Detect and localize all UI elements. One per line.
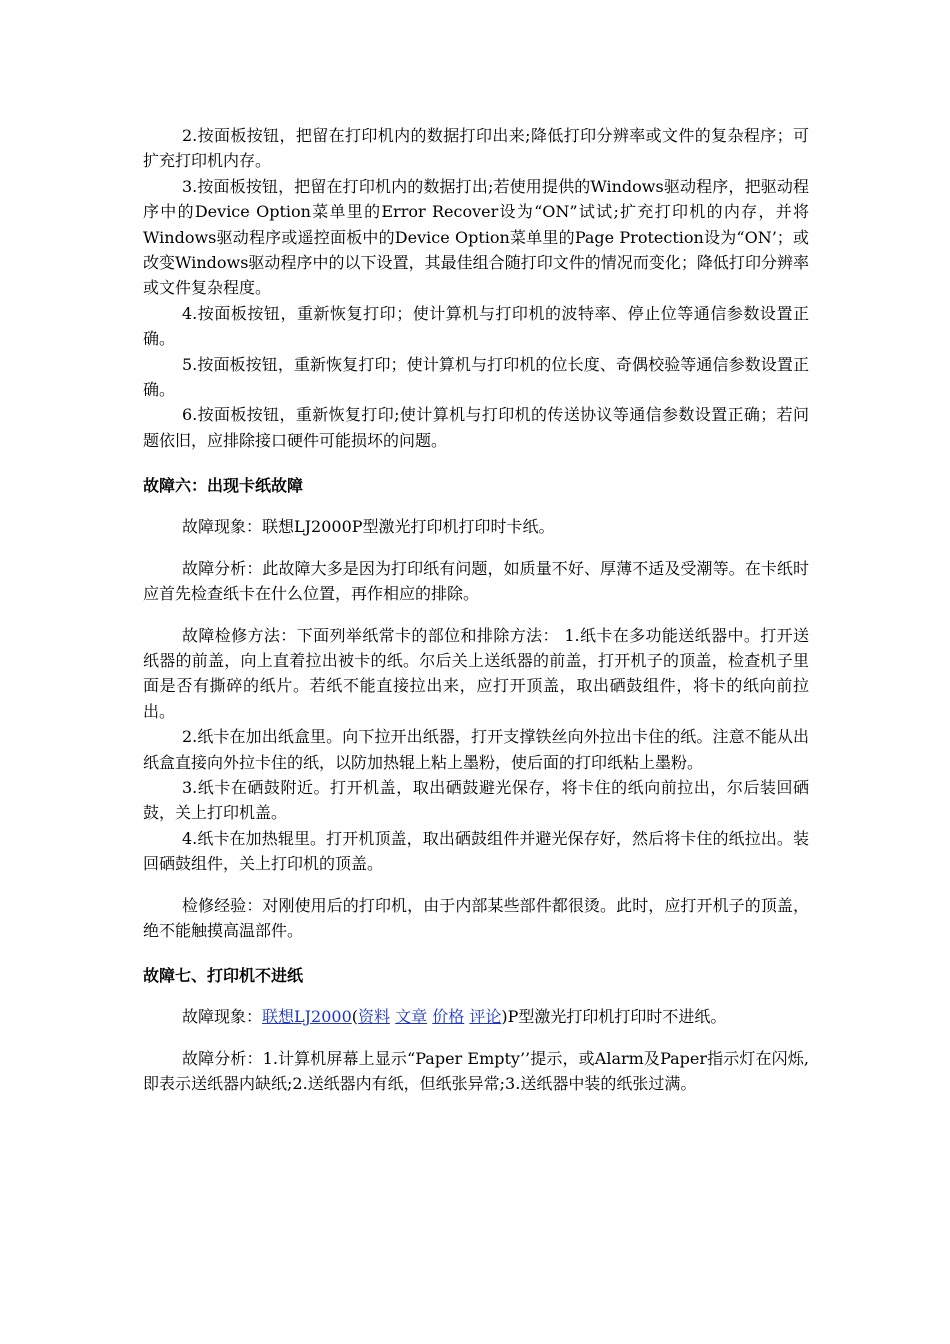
paragraph-item-4: 4.按面板按钮，重新恢复打印；使计算机与打印机的波特率、停止位等通信参数设置正确。 <box>143 303 809 349</box>
phenomenon-suffix: )P型激光打印机打印时不进纸。 <box>501 1007 727 1027</box>
fault6-method: 故障检修方法：下面列举纸常卡的部位和排除方法： 1.纸卡在多功能送纸器中。打开送纸器的前盖，向上直着拉出被卡的纸。尔后关上送纸器的前盖，打开机子的顶盖，检查机子里面是否有撕碎的纸片。若纸不能直接拉出来，应打开顶盖，取出硒鼓组件，将卡的纸向前拉出。 <box>143 625 809 721</box>
fault6-step-4: 4.纸卡在加热辊里。打开机顶盖，取出硒鼓组件并避光保存好，然后将卡住的纸拉出。装回硒鼓组件，关上打印机的顶盖。 <box>143 828 809 874</box>
fault6-step-3: 3.纸卡在硒鼓附近。打开机盖，取出硒鼓避光保存，将卡住的纸向前拉出，尔后装回硒鼓，关上打印机盖。 <box>143 777 809 823</box>
paragraph-item-6: 6.按面板按钮，重新恢复打印;使计算机与打印机的传送协议等通信参数设置正确；若问题依旧，应排除接口硬件可能损坏的问题。 <box>143 405 809 450</box>
link-model[interactable]: 联想LJ2000 <box>262 1007 352 1027</box>
fault6-phenomenon: 故障现象：联想LJ2000P型激光打印机打印时卡纸。 <box>182 517 555 537</box>
fault7-phenomenon <box>143 1004 809 1029</box>
link-info[interactable]: 资料 <box>358 1007 391 1027</box>
paragraph-item-5: 5.按面板按钮，重新恢复打印；使计算机与打印机的位长度、奇偶校验等通信参数设置正确。 <box>143 354 809 400</box>
fault6-step-2: 2.纸卡在加出纸盒里。向下拉开出纸器，打开支撑铁丝向外拉出卡住的纸。注意不能从出纸盒直接向外拉卡住的纸，以防加热辊上粘上墨粉，使后面的打印纸粘上墨粉。 <box>143 727 809 772</box>
link-article[interactable]: 文章 <box>395 1007 428 1027</box>
paren-open: ( <box>351 1007 359 1027</box>
section-heading-fault7: 故障七、打印机不进纸 <box>143 966 304 986</box>
fault6-analysis: 故障分析：此故障大多是因为打印纸有问题，如质量不好、厚薄不适及受潮等。在卡纸时应首先检查纸卡在什么位置，再作相应的排除。 <box>143 558 809 604</box>
link-review[interactable]: 评论 <box>469 1007 502 1027</box>
document-page <box>143 123 809 1097</box>
fault7-analysis: 故障分析：1.计算机屏幕上显示“Paper Empty’’提示，或Alarm及Paper指示灯在闪烁,即表示送纸器内缺纸;2.送纸器内有纸，但纸张异常;3.送纸器中装的纸张过满。 <box>143 1048 809 1094</box>
section-heading-fault6: 故障六：出现卡纸故障 <box>143 476 304 496</box>
phenomenon-prefix: 故障现象： <box>182 1007 263 1027</box>
paragraph-item-2: 2.按面板按钮，把留在打印机内的数据打印出来;降低打印分辨率或文件的复杂程序；可扩充打印机内存。 <box>143 126 809 171</box>
paragraph-item-3: 3.按面板按钮，把留在打印机内的数据打出;若使用提供的Windows驱动程序，把驱动程序中的Device Option菜单里的Error Recover设为“ON”试试;扩充打印机的内存，并将Windows驱动程序或遥控面板中的Device Option菜单里的Page Protection设为“ON’；或改变Windows驱动程序中的以下设置，其最佳组合随打印文件的情况而变化；降低打印分辨率或文件复杂程度。 <box>143 176 809 298</box>
link-price[interactable]: 价格 <box>432 1007 465 1027</box>
fault6-experience: 检修经验：对刚使用后的打印机，由于内部某些部件都很烫。此时，应打开机子的顶盖，绝不能触摸高温部件。 <box>143 895 809 940</box>
